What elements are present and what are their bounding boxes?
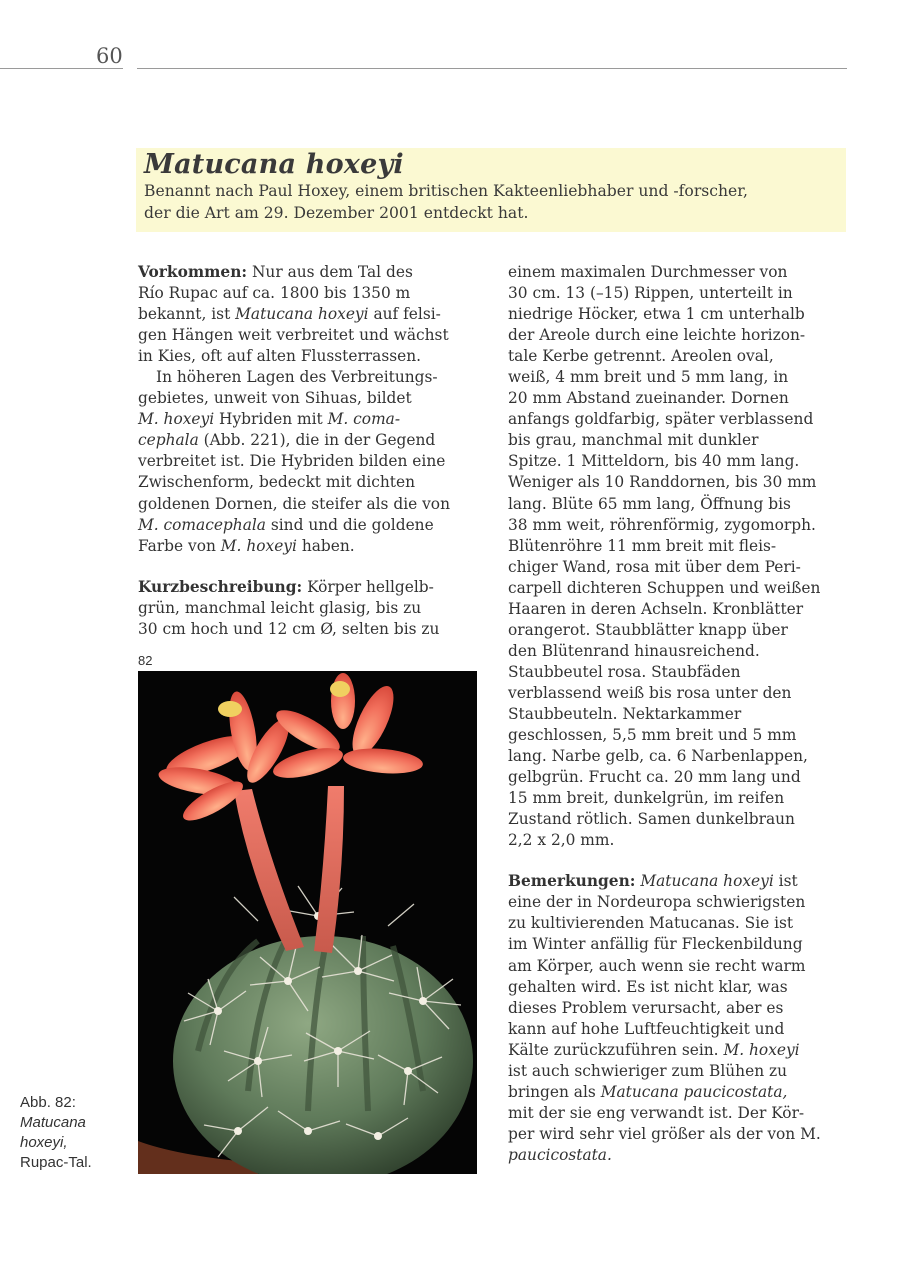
text-line: Staubbeutel rosa. Staubfäden	[508, 662, 741, 681]
text-line: tale Kerbe getrennt. Areolen oval,	[508, 347, 774, 366]
text-line: bis grau, manchmal mit dunkler	[508, 431, 759, 450]
species-title: Matucana hoxeyi	[144, 149, 404, 180]
text-line: In höheren Lagen des Verbreitungs-	[156, 368, 438, 387]
text-line: einem maximalen Durchmesser von	[508, 263, 788, 281]
bemerkungen-paragraph	[508, 871, 850, 1166]
species-name: Matucana hoxeyi	[640, 872, 774, 891]
species-name: M. coma-	[327, 410, 401, 429]
cactus-photo	[138, 671, 477, 1174]
text-line: verbreitet ist. Die Hybriden bilden eine	[138, 452, 446, 471]
caption-line: Rupac-Tal.	[20, 1154, 92, 1171]
text-line: per wird sehr viel größer als der von M.	[508, 1124, 821, 1143]
page-number: 60	[96, 44, 123, 68]
right-column	[508, 262, 850, 1166]
text-line: Río Rupac auf ca. 1800 bis 1350 m	[138, 284, 411, 303]
text-line: der Areole durch eine leichte horizon-	[508, 326, 806, 345]
text-line: carpell dichteren Schuppen und weißen	[508, 578, 821, 597]
text-span: bekannt, ist	[138, 305, 236, 324]
figure-caption	[20, 1093, 92, 1173]
species-title-box	[136, 148, 846, 232]
species-name: M. comacephala	[138, 515, 266, 534]
hybrid-paragraph	[138, 367, 483, 556]
caption-line: Abb. 82:	[20, 1094, 76, 1111]
text-span: sind und die goldene	[265, 515, 434, 534]
text-line: niedrige Höcker, etwa 1 cm unterhalb	[508, 305, 805, 324]
text-span: haben.	[296, 536, 355, 555]
text-span: Kälte zurückzuführen sein.	[508, 1040, 724, 1059]
text-line: Zustand rötlich. Samen dunkelbraun	[508, 810, 795, 829]
species-name: M. hoxeyi	[723, 1040, 800, 1059]
text-line: anfangs goldfarbig, später verblassend	[508, 410, 814, 429]
text-line: Haaren in deren Achseln. Kronblätter	[508, 599, 804, 618]
text-line: Zwischenform, bedeckt mit dichten	[138, 473, 415, 492]
text-span: bringen als	[508, 1082, 601, 1101]
text-span: auf felsi-	[368, 305, 441, 324]
caption-line: Matucana	[20, 1114, 86, 1131]
text-line: ist auch schwieriger zum Blühen zu	[508, 1061, 788, 1080]
text-line: zu kultivierenden Matucanas. Sie ist	[508, 914, 794, 933]
left-column	[138, 262, 483, 640]
text-line: dieses Problem verursacht, aber es	[508, 998, 784, 1017]
text-line: gehalten wird. Es ist nicht klar, was	[508, 977, 788, 996]
species-name: Matucana hoxeyi	[235, 305, 369, 324]
text-line: gen Hängen weit verbreitet und wächst	[138, 326, 449, 345]
text-line: eine der in Nordeuropa schwierigsten	[508, 893, 806, 912]
species-name: Matucana paucicostata,	[600, 1082, 788, 1101]
vorkommen-paragraph	[138, 262, 483, 367]
cactus-flower-illustration	[138, 671, 477, 1174]
text-line: goldenen Dornen, die steifer als die von	[138, 494, 450, 513]
species-name: paucicostata.	[508, 1145, 612, 1164]
text-line: 15 mm breit, dunkelgrün, im reifen	[508, 789, 785, 808]
text-line: Blütenröhre 11 mm breit mit fleis-	[508, 536, 777, 555]
text-line: den Blütenrand hinausreichend.	[508, 641, 760, 660]
text-line: gebietes, unweit von Sihuas, bildet	[138, 389, 412, 408]
text-line: am Körper, auch wenn sie recht warm	[508, 956, 806, 975]
text-line: verblassend weiß bis rosa unter den	[508, 683, 792, 702]
text-line: 2,2 x 2,0 mm.	[508, 831, 615, 850]
header-rule-left	[0, 68, 123, 69]
text-line: in Kies, oft auf alten Flussterrassen.	[138, 347, 422, 366]
text-line: Weniger als 10 Randdornen, bis 30 mm	[508, 473, 817, 492]
text-line: 30 cm hoch und 12 cm Ø, selten bis zu	[138, 619, 440, 638]
intro-line: der die Art am 29. Dezember 2001 entdeckt hat.	[144, 203, 529, 222]
text-span: ist	[773, 872, 798, 891]
kurzbeschreibung-heading: Kurzbeschreibung:	[138, 577, 303, 596]
text-line: Spitze. 1 Mitteldorn, bis 40 mm lang.	[508, 452, 800, 471]
text-line: Staubbeuteln. Nektarkammer	[508, 704, 742, 723]
species-name: M. hoxeyi	[138, 410, 215, 429]
kurzbeschreibung-paragraph-start	[138, 577, 483, 640]
text-span: Körper hellgelb-	[302, 577, 434, 596]
text-line: 38 mm weit, röhrenförmig, zygomorph.	[508, 515, 816, 534]
species-name: cephala	[138, 431, 199, 450]
header-rule-right	[137, 68, 847, 69]
text-line: chiger Wand, rosa mit über dem Peri-	[508, 557, 801, 576]
intro-line: Benannt nach Paul Hoxey, einem britischen Kakteenliebhaber und -forscher,	[144, 182, 748, 200]
text-line: 30 cm. 13 (–15) Rippen, unterteilt in	[508, 284, 793, 303]
text-line: Nur aus dem Tal des	[247, 263, 413, 281]
text-line: weiß, 4 mm breit und 5 mm lang, in	[508, 368, 789, 387]
text-line: kann auf hohe Luftfeuchtigkeit und	[508, 1019, 785, 1038]
text-span: Hybriden mit	[214, 410, 328, 429]
text-line: gelbgrün. Frucht ca. 20 mm lang und	[508, 768, 801, 787]
kurzbeschreibung-paragraph-cont	[508, 262, 850, 851]
text-line: orangerot. Staubblätter knapp über	[508, 620, 788, 639]
caption-line: hoxeyi,	[20, 1134, 68, 1151]
species-intro	[144, 181, 834, 224]
vorkommen-heading: Vorkommen:	[138, 263, 248, 281]
bemerkungen-heading: Bemerkungen:	[508, 872, 636, 891]
species-name: M. hoxeyi	[220, 536, 297, 555]
text-span: (Abb. 221), die in der Gegend	[198, 431, 436, 450]
text-line: mit der sie eng verwandt ist. Der Kör-	[508, 1103, 805, 1122]
text-line: grün, manchmal leicht glasig, bis zu	[138, 598, 422, 617]
text-line: lang. Blüte 65 mm lang, Öffnung bis	[508, 494, 791, 513]
figure-number: 82	[138, 653, 153, 668]
text-line: lang. Narbe gelb, ca. 6 Narbenlappen,	[508, 747, 808, 766]
text-line: 20 mm Abstand zueinander. Dornen	[508, 389, 789, 408]
text-span: Farbe von	[138, 536, 221, 555]
text-line: im Winter anfällig für Fleckenbildung	[508, 935, 803, 954]
text-line: geschlossen, 5,5 mm breit und 5 mm	[508, 726, 797, 745]
